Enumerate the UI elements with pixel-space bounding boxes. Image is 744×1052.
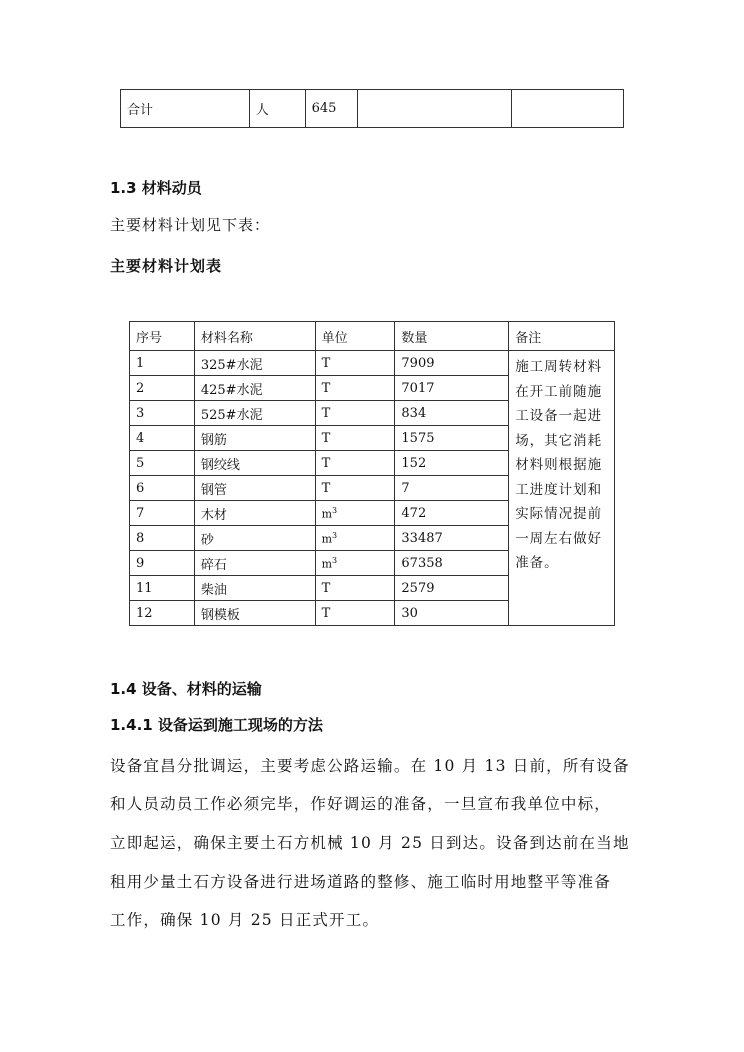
- cell-no-text: 6: [136, 480, 145, 496]
- cell-empty: [357, 90, 512, 128]
- cell-name-text: 525#水泥: [200, 407, 263, 423]
- cell-name-text: 钢管: [200, 482, 227, 498]
- paragraph-line: 工作，确保 10 月 25 日正式开工。: [110, 911, 380, 929]
- cell-qty-text: 1575: [401, 430, 435, 446]
- sub-heading-1-4-1: 1.4.1 设备运到施工现场的方法: [110, 716, 323, 734]
- cell-unit: [315, 401, 395, 426]
- cell-no: [130, 351, 195, 376]
- cell-name: [194, 576, 315, 601]
- cell-no: [130, 551, 195, 576]
- cell-no: [130, 451, 195, 476]
- cell-qty: [395, 526, 509, 551]
- cell-name-text: 425#水泥: [200, 382, 263, 398]
- cell-name-text: 钢模板: [200, 607, 240, 623]
- cell-no: [130, 376, 195, 401]
- cell-name: [194, 501, 315, 526]
- cell-qty: [395, 501, 509, 526]
- cell-qty-text: 2579: [401, 580, 435, 596]
- header-name: 材料名称: [194, 322, 315, 351]
- cell-unit: [315, 376, 395, 401]
- cell-name-text: 325#水泥: [200, 357, 263, 373]
- header-no: 序号: [130, 322, 195, 351]
- unit-superscript: 3: [332, 505, 338, 515]
- cell-unit-text: m: [321, 507, 333, 521]
- cell-name: [194, 426, 315, 451]
- cell-qty-text: 7: [401, 480, 410, 496]
- cell-qty: [395, 451, 509, 476]
- cell-total-label: 合计: [121, 90, 250, 128]
- cell-qty-text: 33487: [401, 530, 443, 546]
- cell-unit: [315, 576, 395, 601]
- cell-qty-text: 7017: [401, 380, 435, 396]
- cell-no-text: 3: [136, 405, 145, 421]
- paragraph-line: 租用少量土石方设备进行进场道路的整修、施工临时用地整平等准备: [110, 873, 612, 891]
- cell-name: [194, 351, 315, 376]
- header-unit: 单位: [315, 322, 395, 351]
- paragraph-line: 立即起运，确保主要土石方机械 10 月 25 日到达。设备到达前在当地: [110, 834, 630, 852]
- cell-name: [194, 376, 315, 401]
- cell-unit: [315, 501, 395, 526]
- cell-qty-text: 834: [401, 405, 427, 421]
- cell-no-text: 5: [136, 455, 145, 471]
- cell-unit-text: T: [321, 430, 331, 446]
- cell-unit: [315, 551, 395, 576]
- cell-no: [130, 476, 195, 501]
- cell-name: [194, 451, 315, 476]
- cell-qty: [395, 551, 509, 576]
- cell-unit-text: m: [321, 532, 333, 546]
- cell-name: [194, 601, 315, 626]
- cell-no-text: 8: [136, 530, 145, 546]
- cell-name-text: 钢绞线: [200, 457, 240, 473]
- header-qty: 数量: [395, 322, 509, 351]
- cell-name: [194, 551, 315, 576]
- total-row: [121, 90, 624, 128]
- cell-name-text: 柴油: [200, 582, 227, 598]
- cell-qty: [395, 401, 509, 426]
- cell-no: [130, 576, 195, 601]
- cell-qty: [395, 476, 509, 501]
- cell-unit-text: T: [321, 380, 331, 396]
- table-header-row: [130, 322, 615, 351]
- section-heading-1-3: 1.3 材料动员: [110, 179, 202, 197]
- cell-no-text: 2: [136, 380, 145, 396]
- cell-qty: [395, 376, 509, 401]
- cell-qty-text: 152: [401, 455, 427, 471]
- unit-superscript: 3: [332, 530, 338, 540]
- cell-name: [194, 476, 315, 501]
- cell-no-text: 12: [136, 605, 153, 621]
- cell-no: [130, 401, 195, 426]
- cell-empty: [512, 90, 624, 128]
- cell-unit-text: T: [321, 605, 331, 621]
- cell-unit-text: T: [321, 580, 331, 596]
- cell-unit: [315, 476, 395, 501]
- cell-qty: [395, 601, 509, 626]
- cell-qty: [395, 351, 509, 376]
- cell-unit: [315, 526, 395, 551]
- table-row: [130, 351, 615, 376]
- cell-name-text: 钢筋: [200, 432, 227, 448]
- cell-no: [130, 426, 195, 451]
- cell-no: [130, 601, 195, 626]
- section-heading-1-4: 1.4 设备、材料的运输: [110, 680, 262, 698]
- unit-superscript: 3: [332, 555, 338, 565]
- cell-unit: [315, 601, 395, 626]
- cell-qty-text: 67358: [401, 555, 443, 571]
- cell-total-count: 645: [305, 90, 357, 128]
- cell-name-text: 木材: [200, 507, 227, 523]
- cell-unit: [315, 451, 395, 476]
- personnel-summary-table: [120, 89, 624, 128]
- cell-qty: [395, 576, 509, 601]
- cell-no-text: 9: [136, 555, 145, 571]
- cell-unit-text: T: [321, 405, 331, 421]
- cell-no-text: 4: [136, 430, 145, 446]
- cell-unit-text: m: [321, 557, 333, 571]
- cell-qty-text: 7909: [401, 355, 435, 371]
- cell-name-text: 碎石: [200, 557, 227, 573]
- material-table-title: 主要材料计划表: [110, 257, 223, 275]
- cell-remark: 施工周转材料在开工前随施工设备一起进场，其它消耗材料则根据施工进度计划和实际情况提前一周左右做好准备。: [509, 351, 615, 626]
- cell-name: [194, 526, 315, 551]
- cell-name: [194, 401, 315, 426]
- cell-unit: [315, 351, 395, 376]
- cell-qty-text: 30: [401, 605, 418, 621]
- cell-no: [130, 501, 195, 526]
- material-plan-table: [129, 321, 615, 626]
- cell-unit-text: T: [321, 355, 331, 371]
- paragraph-line: 设备宜昌分批调运，主要考虑公路运输。在 10 月 13 日前，所有设备: [110, 757, 630, 775]
- cell-no: [130, 526, 195, 551]
- cell-name-text: 砂: [200, 532, 214, 548]
- cell-unit-text: T: [321, 455, 331, 471]
- cell-unit-text: T: [321, 480, 331, 496]
- header-remark: 备注: [509, 322, 615, 351]
- paragraph-line: 和人员动员工作必须完毕，作好调运的准备，一旦宣布我单位中标，: [110, 795, 612, 813]
- cell-total-unit: 人: [249, 90, 305, 128]
- section-intro: 主要材料计划见下表：: [110, 216, 271, 234]
- cell-qty: [395, 426, 509, 451]
- cell-qty-text: 472: [401, 505, 427, 521]
- cell-no-text: 1: [136, 355, 145, 371]
- cell-unit: [315, 426, 395, 451]
- cell-no-text: 11: [136, 580, 153, 596]
- cell-no-text: 7: [136, 505, 145, 521]
